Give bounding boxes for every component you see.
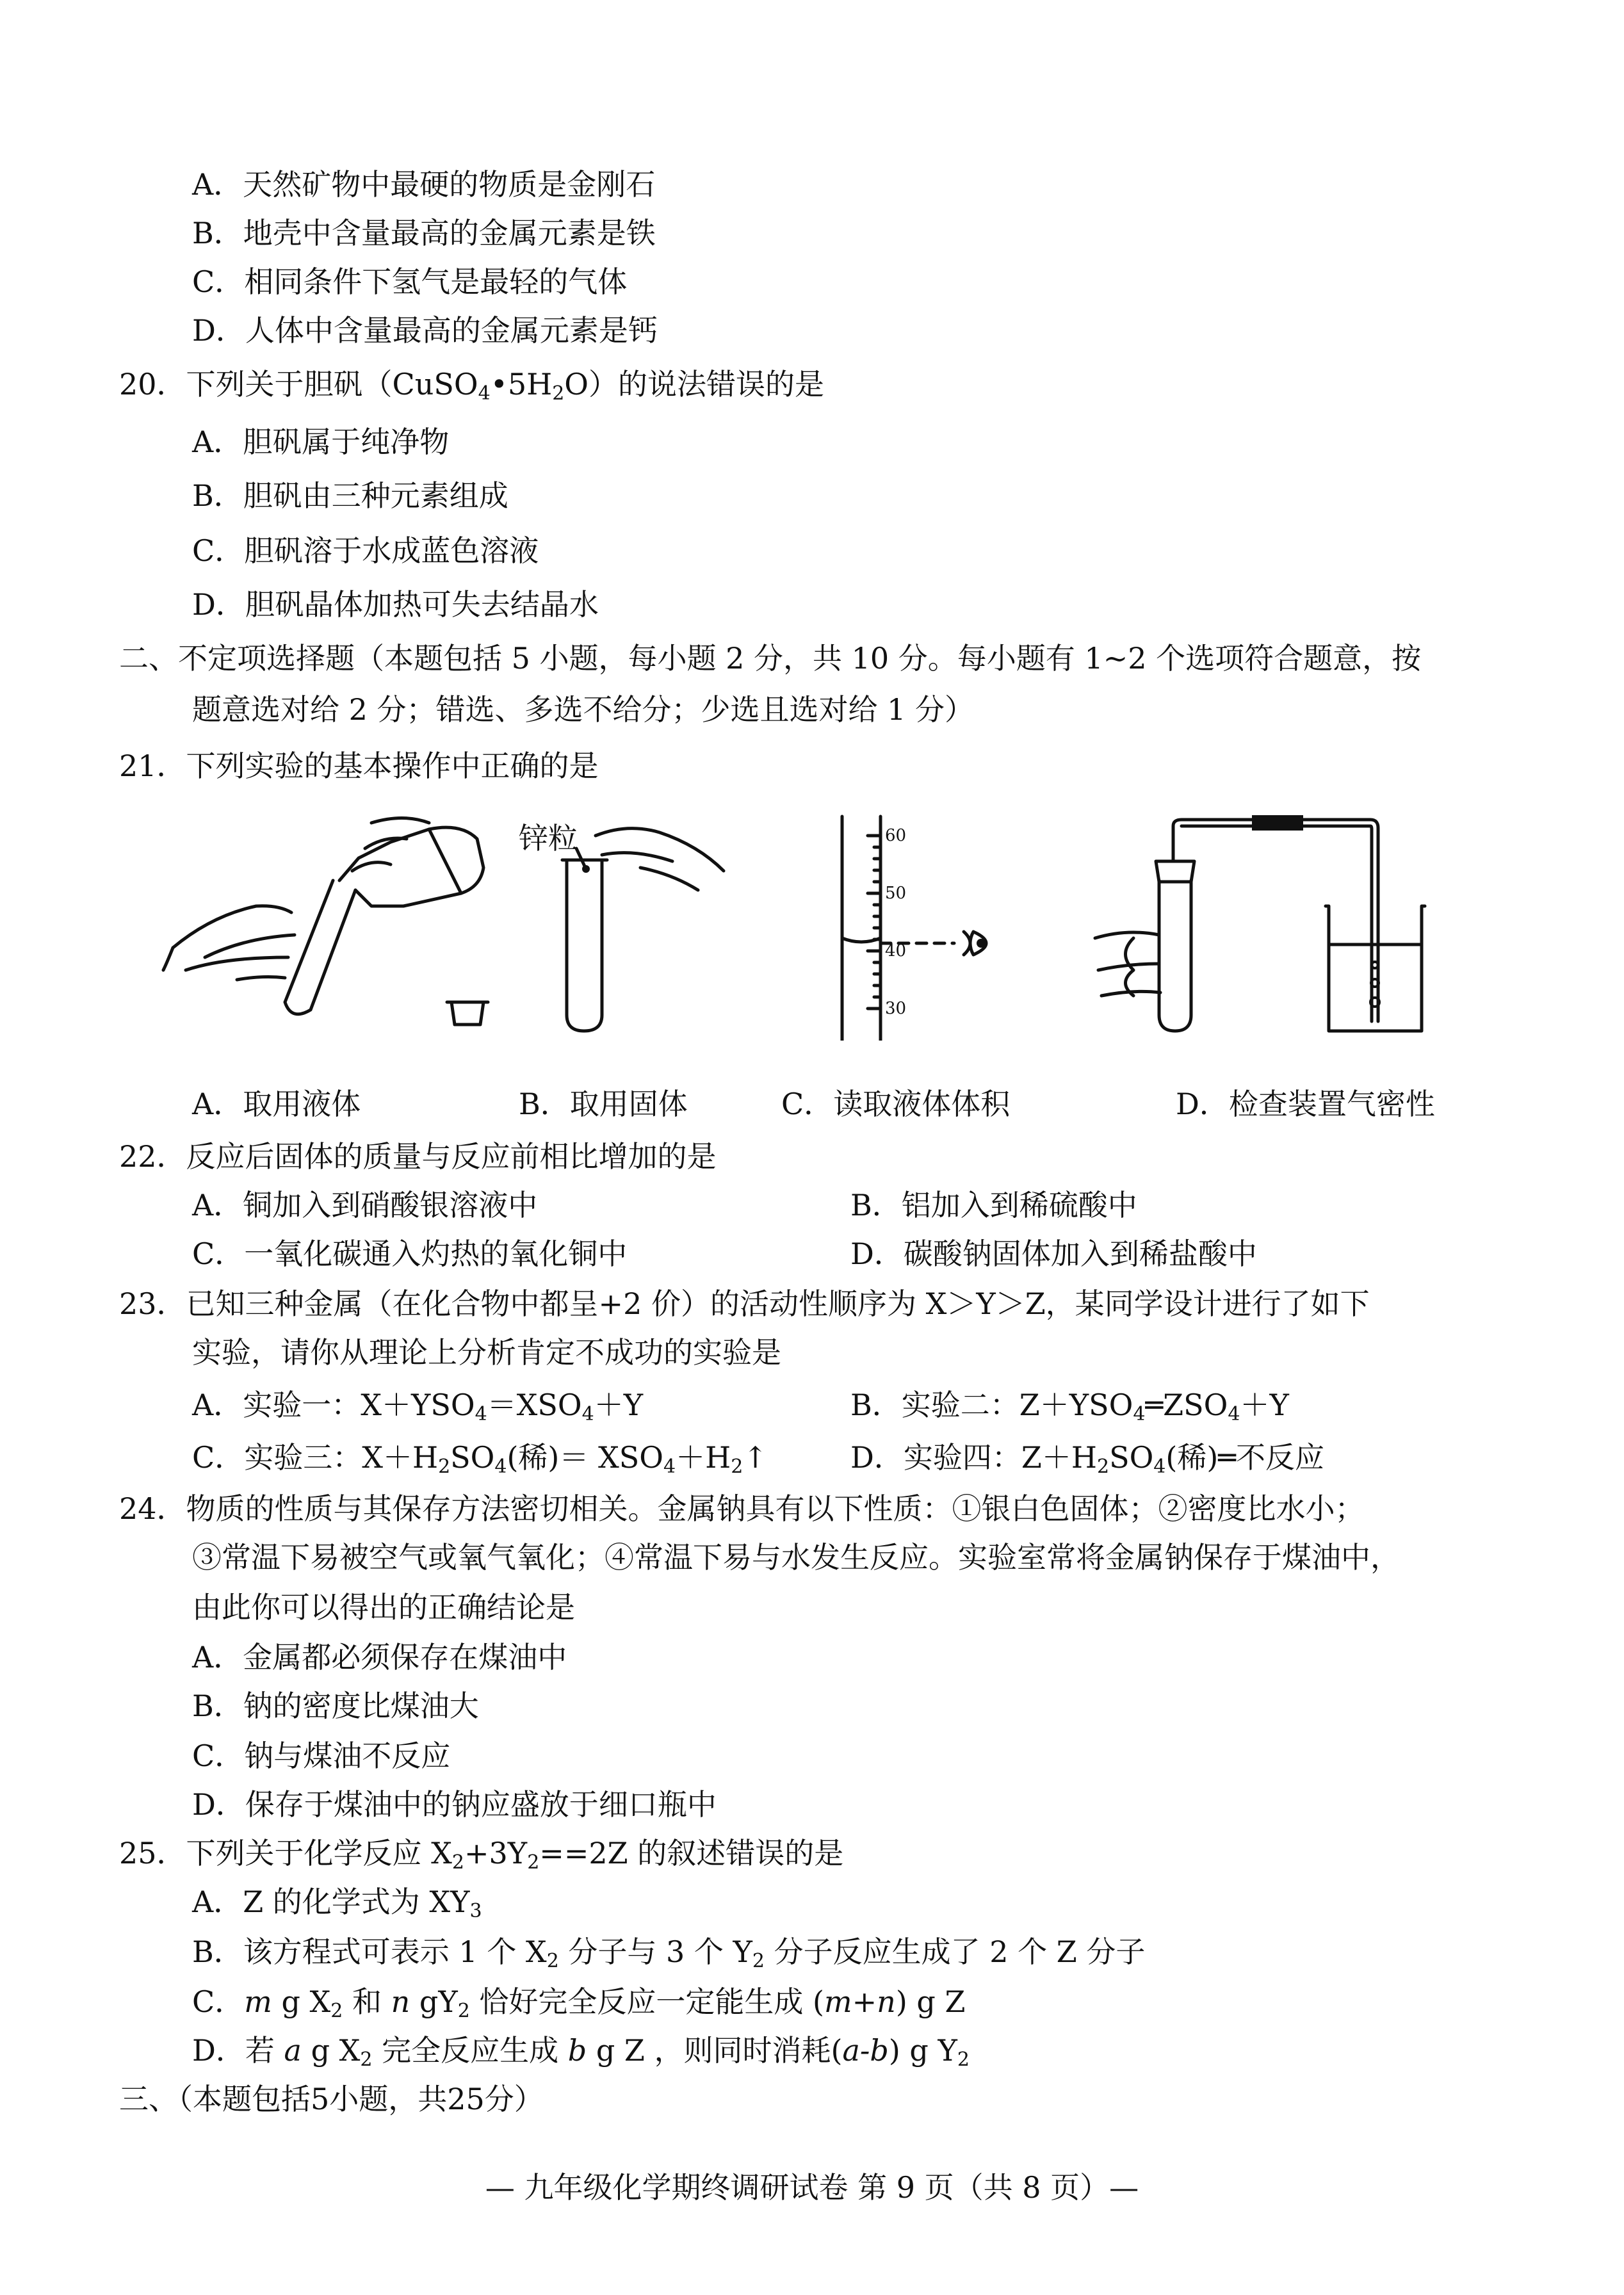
figure-add-solid: [506, 810, 749, 1041]
q22-option-d: D．碳酸钠固体加入到稀盐酸中: [850, 1237, 1257, 1271]
q19-option-b: B．地壳中含量最高的金属元素是铁: [192, 216, 656, 250]
q25-option-b: B．该方程式可表示 1 个 $X_2$ 分子与 3 个 $Y_2$ 分子反应生成了 2 个 Z 分子: [192, 1934, 1146, 1972]
q22-option-a: A．铜加入到硝酸银溶液中: [192, 1188, 538, 1222]
q24-stem-line3: 由此你可以得出的正确结论是: [192, 1590, 575, 1625]
q21-option-a: A．取用液体: [192, 1087, 361, 1121]
section3-heading: 三、（本题包括5小题，共25分）: [119, 2082, 544, 2116]
q21-option-d: D．检查装置气密性: [1176, 1087, 1435, 1121]
q23-option-a: A．实验一：$X+YSO_4=XSO_4+Y$: [192, 1388, 644, 1425]
cylinder-tick-50: 50: [885, 884, 907, 903]
figure-airtightness: [1089, 810, 1447, 1041]
q24-option-b: B．钠的密度比煤油大: [192, 1689, 479, 1723]
section2-scoring: 题意选对给 2 分；错选、多选不给分；少选且选对给 1 分）: [192, 692, 975, 727]
cylinder-tick-40: 40: [885, 941, 907, 961]
q22-option-b: B．铝加入到稀硫酸中: [850, 1188, 1137, 1222]
section2-heading: 二、不定项选择题（本题包括 5 小题，每小题 2 分，共 10 分。每小题有 1~2 个选项符合题意，按: [119, 641, 1422, 676]
q25-option-c: C．m g $X_2$ 和 n $gY_2$ 恰好完全反应一定能生成 (m+n) g Z: [192, 1984, 966, 2022]
q24-option-d: D．保存于煤油中的钠应盛放于细口瓶中: [192, 1787, 717, 1822]
q19-option-c: C．相同条件下氢气是最轻的气体: [192, 264, 628, 299]
q21-stem: 21．下列实验的基本操作中正确的是: [119, 749, 599, 783]
q22-stem: 22．反应后固体的质量与反应前相比增加的是: [119, 1139, 717, 1174]
zinc-granule-label: 锌粒: [519, 821, 578, 856]
q23-option-b: B．实验二：$Z+YSO_4═ZSO_4+Y$: [850, 1388, 1289, 1425]
page-footer: — 九年级化学期终调研试卷 第 9 页（共 8 页）—: [485, 2170, 1139, 2205]
q19-option-d: D．人体中含量最高的金属元素是钙: [192, 313, 658, 348]
q25-option-a: A．Z 的化学式为 $XY_3$: [192, 1885, 482, 1922]
q23-stem-line1: 23．已知三种金属（在化合物中都呈+2 价）的活动性顺序为 X＞Y＞Z，某同学设计进行了如下: [119, 1286, 1370, 1321]
q24-stem-line2: ③常温下易被空气或氧气氧化；④常温下易与水发生反应。实验室常将金属钠保存于煤油中，: [192, 1540, 1400, 1575]
q24-option-c: C．钠与煤油不反应: [192, 1739, 451, 1773]
q25-stem: 25．下列关于化学反应 $X_2+3Y_2==2Z$ 的叙述错误的是: [119, 1836, 844, 1874]
q21-option-c: C．读取液体体积: [781, 1087, 1011, 1121]
q23-option-d: D．实验四：$Z+H_2SO_4$(稀)═不反应: [850, 1440, 1324, 1478]
figure-pour-liquid: [160, 810, 499, 1041]
cylinder-tick-30: 30: [885, 999, 907, 1018]
q20-option-d: D．胆矾晶体加热可失去结晶水: [192, 587, 599, 622]
q25-option-d: D．若 a g $X_2$ 完全反应生成 b g Z ，则同时消耗(a-b) g $Y_2$: [192, 2033, 970, 2071]
q21-option-b: B．取用固体: [519, 1087, 688, 1121]
q23-option-c: C．实验三：$X+H_2SO_4$(稀)＝ $XSO_4+H_2↑$: [192, 1440, 768, 1478]
q24-stem-line1: 24．物质的性质与其保存方法密切相关。金属钠具有以下性质：①银白色固体；②密度比水小；: [119, 1491, 1365, 1526]
cylinder-tick-60: 60: [885, 826, 907, 845]
q22-option-c: C．一氧化碳通入灼热的氧化铜中: [192, 1237, 628, 1271]
q19-option-a: A．天然矿物中最硬的物质是金刚石: [192, 167, 656, 202]
q20-option-c: C．胆矾溶于水成蓝色溶液: [192, 533, 539, 568]
q20-option-a: A．胆矾属于纯净物: [192, 425, 450, 459]
q23-stem-line2: 实验，请你从理论上分析肯定不成功的实验是: [192, 1335, 781, 1370]
q20-stem: 20．下列关于胆矾$(CuSO_4•5H_2O)$的说法错误的是: [119, 367, 825, 405]
q20-option-b: B．胆矾由三种元素组成: [192, 478, 508, 513]
q24-option-a: A．金属都必须保存在煤油中: [192, 1640, 567, 1675]
figure-read-volume: [813, 810, 1031, 1041]
